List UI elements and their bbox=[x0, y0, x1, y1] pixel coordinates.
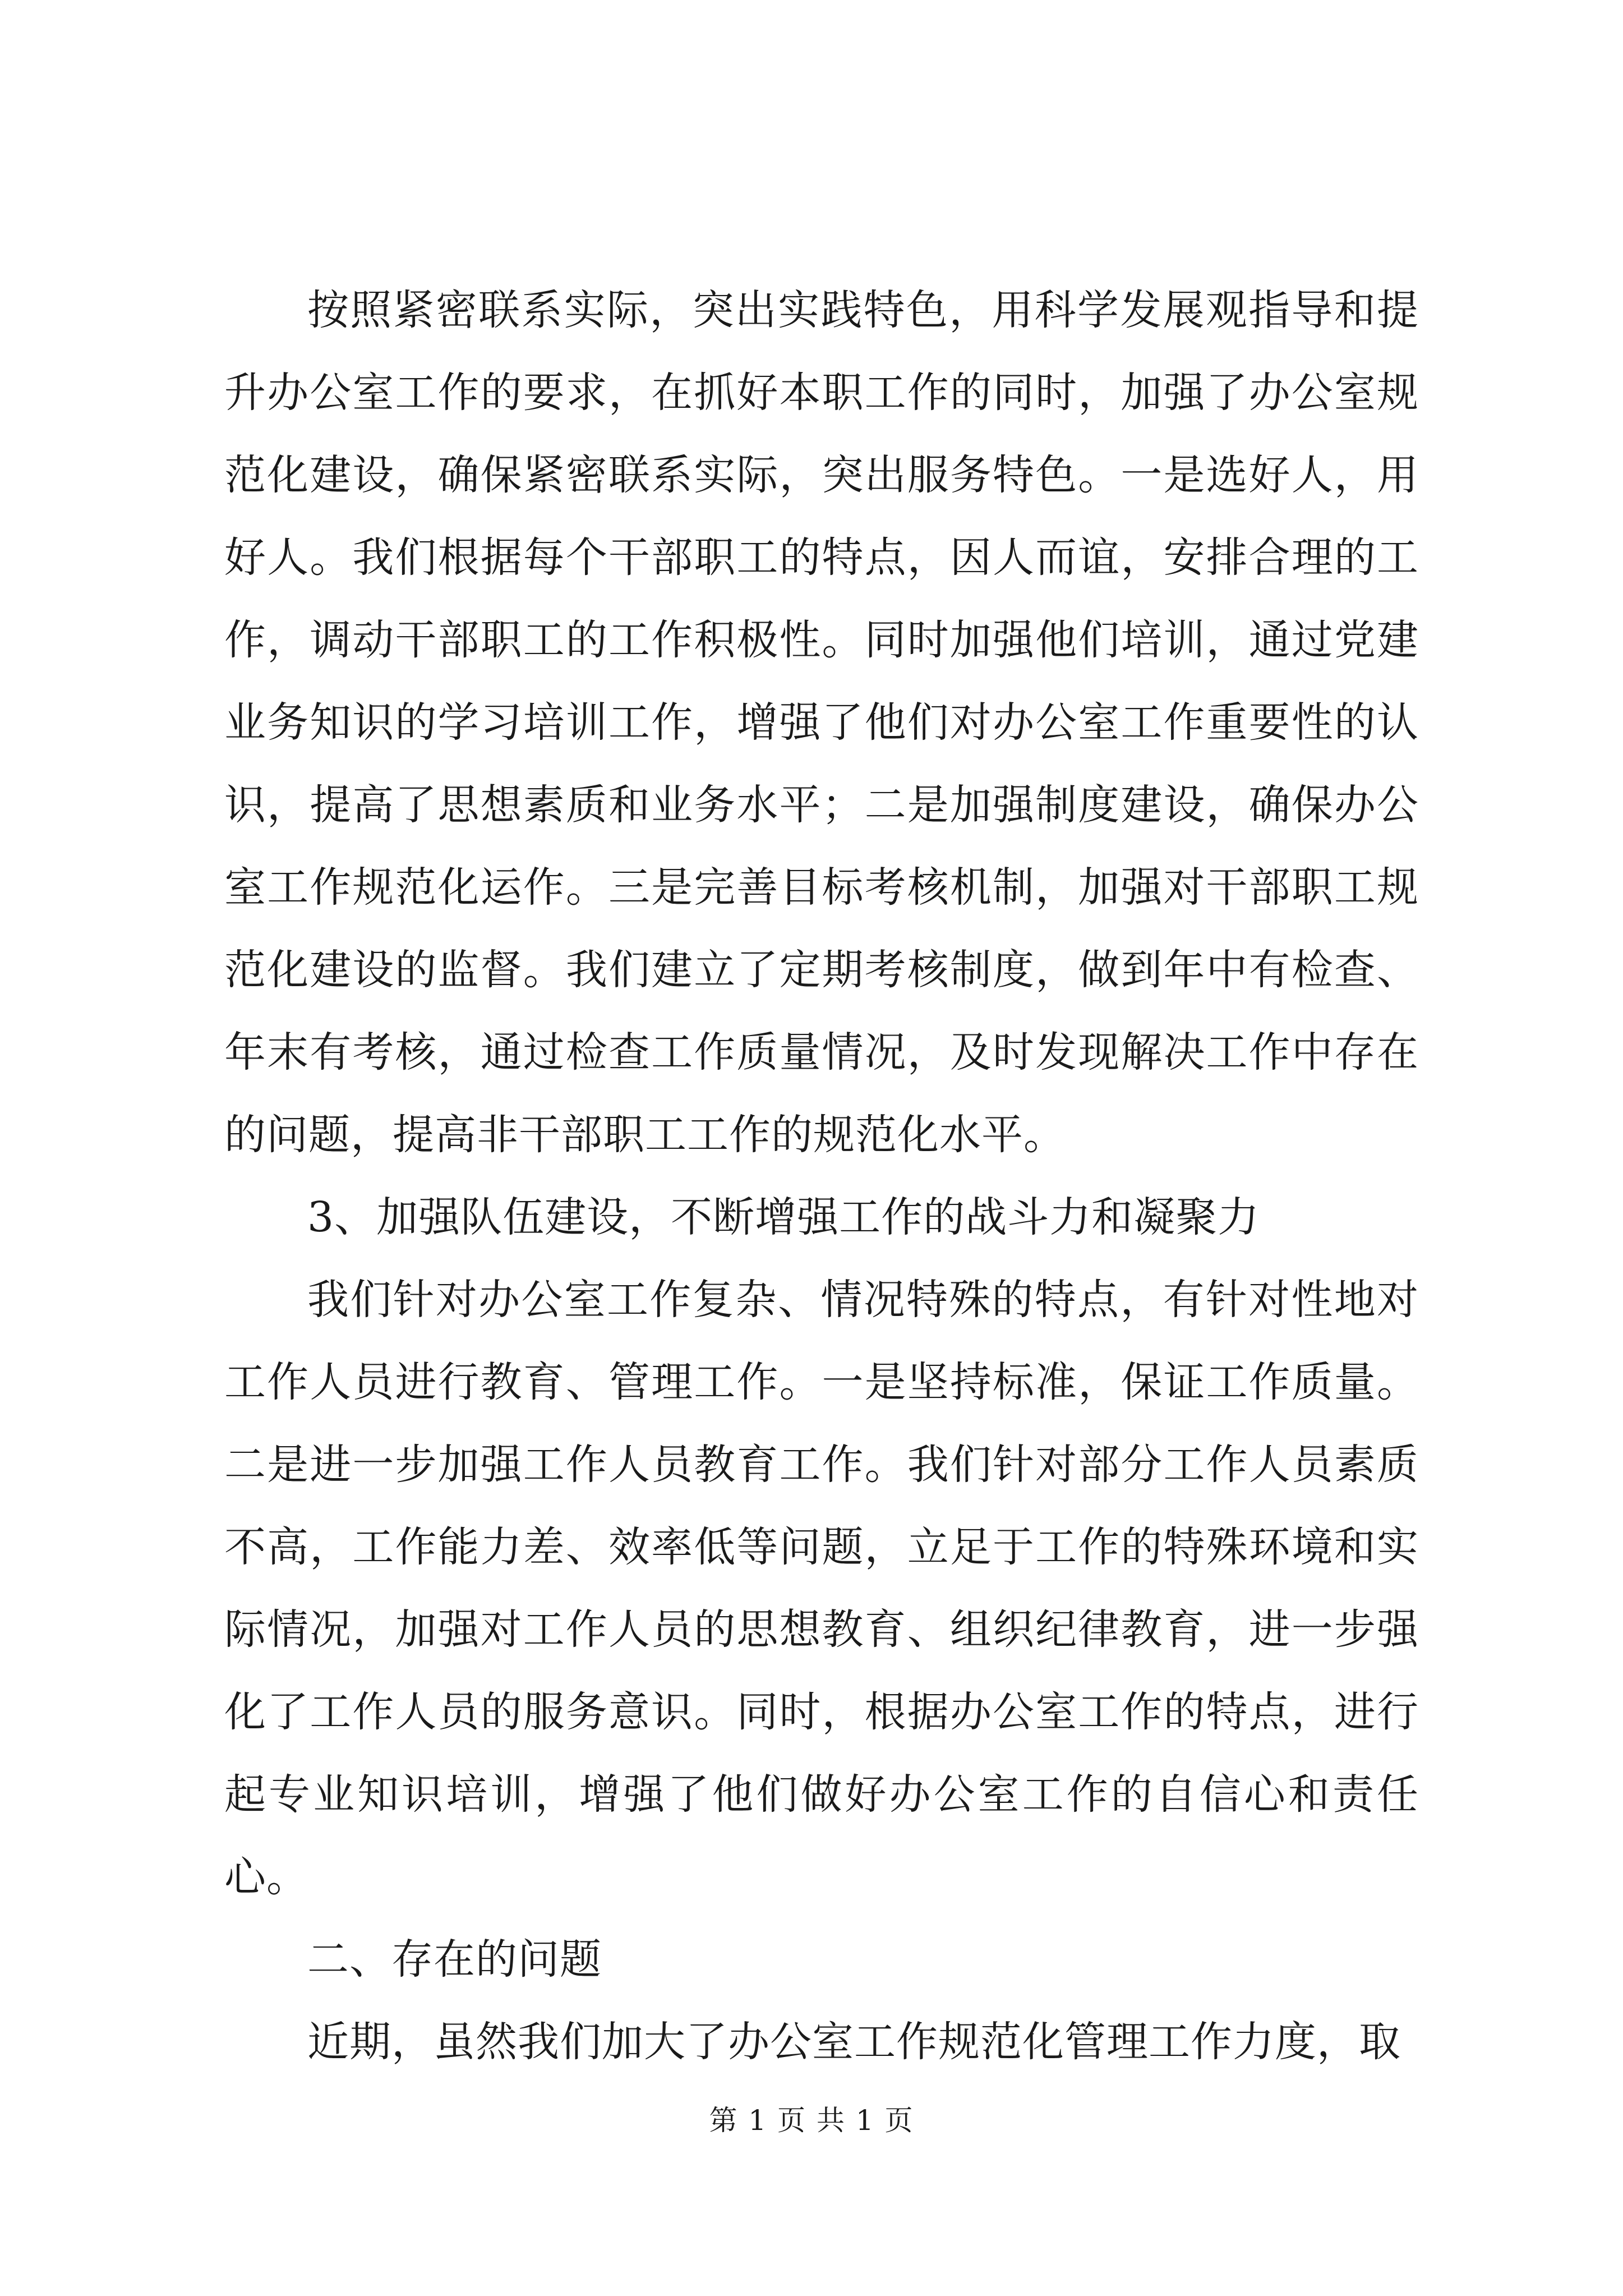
section-heading-existing-problems: 二、存在的问题 bbox=[307, 1935, 602, 1984]
paragraph-office-standardization: 按照紧密联系实际，突出实践特色，用科学发展观指导和提升办公室工作的要求，在抓好本职工作的同时，加强了办公室规范化建设，确保紧密联系实际，突出服务特色。一是选好人，用好人。我们根据每个干部职工的特点，因人而谊，安排合理的工作，调动干部职工的工作积极性。同时加强他们培训，通过党建业务知识的学习培训工作，增强了他们对办公室工作重要性的认识，提高了思想素质和业务水平；二是加强制度建设，确保办公室工作规范化运作。三是完善目标考核机制，加强对干部职工规范化建设的监督。我们建立了定期考核制度，做到年中有检查、年末有考核，通过检查工作质量情况，及时发现解决工作中存在的问题，提高非干部职工工作的规范化水平。 bbox=[224, 286, 1419, 1159]
section-heading-team-building: 3、加强队伍建设，不断增强工作的战斗力和凝聚力 bbox=[307, 1193, 1260, 1241]
paragraph-recent-efforts: 近期，虽然我们加大了办公室工作规范化管理工作力度，取 bbox=[307, 2018, 1401, 2066]
page-number-footer: 第 1 页 共 1 页 bbox=[709, 2104, 914, 2137]
paragraph-staff-education: 我们针对办公室工作复杂、情况特殊的特点，有针对性地对工作人员进行教育、管理工作。一是坚持标准，保证工作质量。二是进一步加强工作人员教育工作。我们针对部分工作人员素质不高，工作能力差、效率低等问题，立足于工作的特殊环境和实际情况，加强对工作人员的思想教育、组织纪律教育，进一步强化了工作人员的服务意识。同时，根据办公室工作的特点，进行起专业知识培训，增强了他们做好办公室工作的自信心和责任心。 bbox=[224, 1276, 1419, 1901]
document-body bbox=[224, 269, 1419, 2083]
